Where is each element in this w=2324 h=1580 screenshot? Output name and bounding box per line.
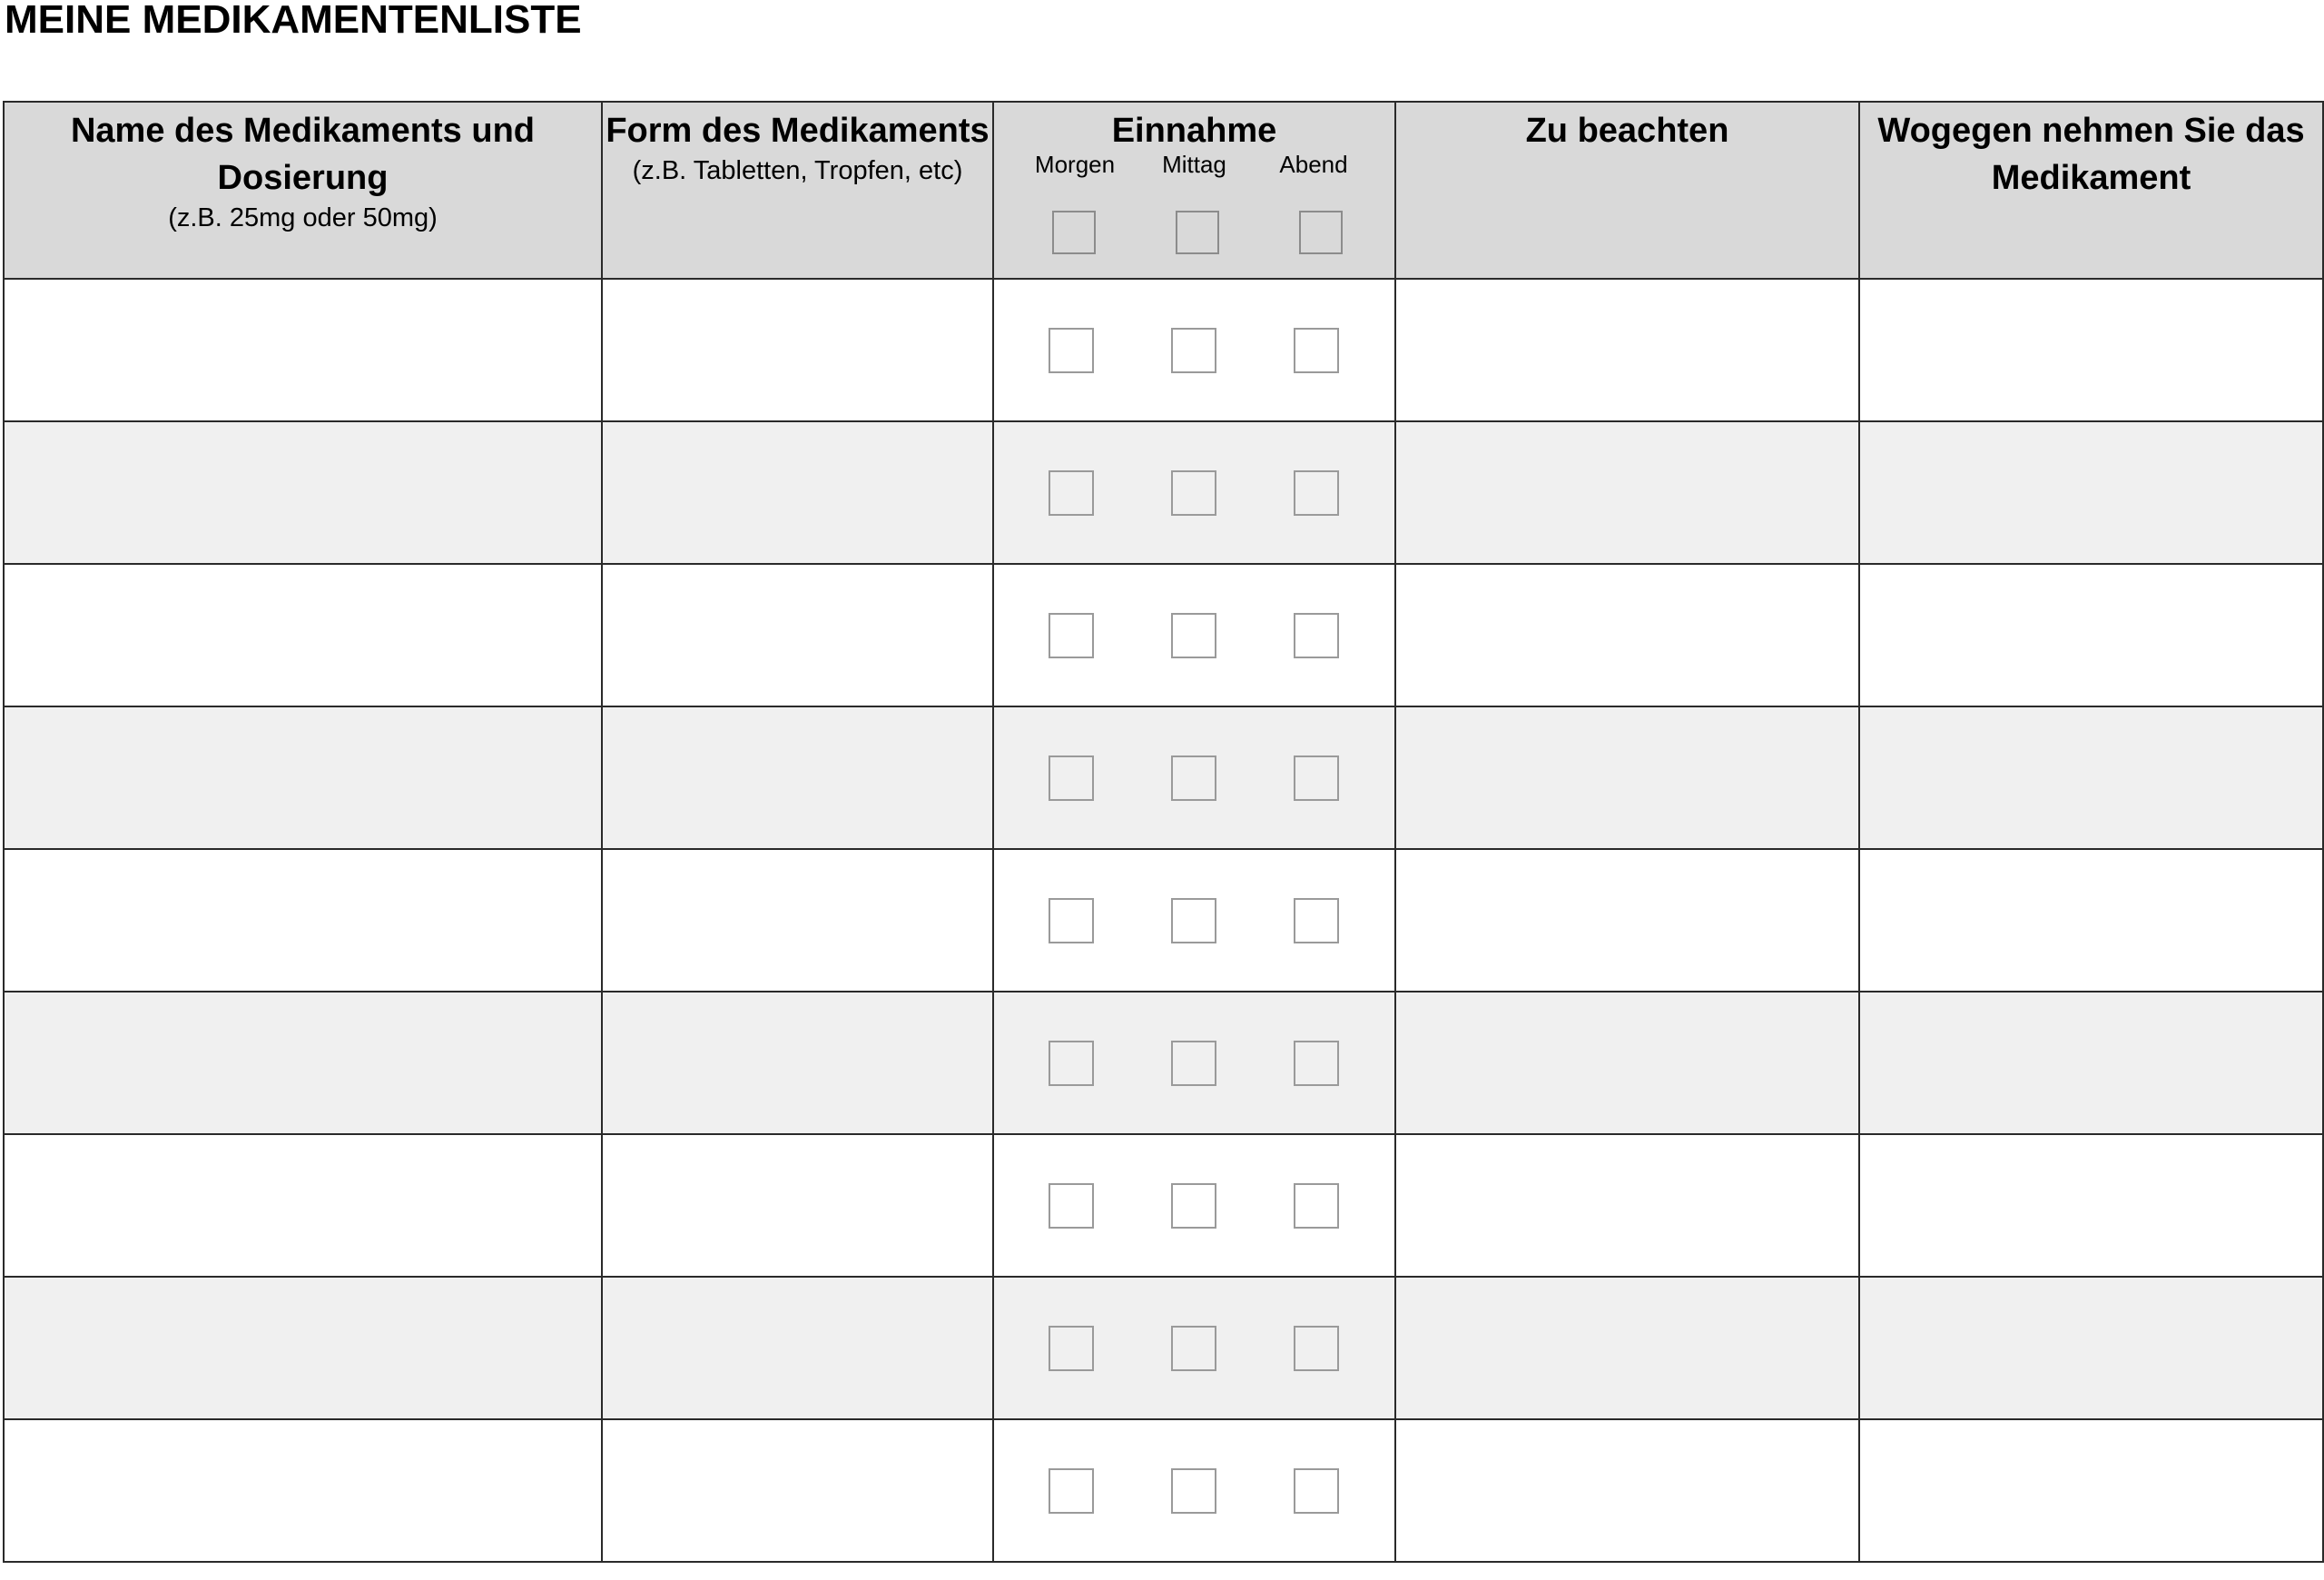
cell-name-dosierung[interactable] (4, 1134, 602, 1277)
checkbox-mittag[interactable] (1171, 898, 1216, 943)
cell-einnahme (993, 279, 1395, 421)
cell-zu-beachten[interactable] (1395, 564, 1859, 706)
table-row (4, 849, 2323, 992)
checkbox-abend[interactable] (1294, 613, 1339, 658)
col-header-wogegen-label: Wogegen nehmen Sie das Medikament (1877, 112, 2305, 197)
cell-name-dosierung[interactable] (4, 1419, 602, 1562)
checkbox-morgen[interactable] (1049, 898, 1094, 943)
checkbox-mittag[interactable] (1171, 1468, 1216, 1514)
checkbox-abend[interactable] (1294, 1468, 1339, 1514)
checkbox-mittag[interactable] (1171, 613, 1216, 658)
cell-name-dosierung[interactable] (4, 1277, 602, 1419)
einnahme-checkbox-group (994, 898, 1394, 943)
col-header-beachten (1395, 102, 1859, 279)
cell-einnahme (993, 1277, 1395, 1419)
cell-zu-beachten[interactable] (1395, 1419, 1859, 1562)
time-label-abend: Abend (1279, 151, 1348, 178)
col-header-name-hint: (z.B. 25mg oder 50mg) (168, 203, 438, 232)
checkbox-morgen[interactable] (1049, 328, 1094, 373)
checkbox-morgen[interactable] (1049, 755, 1094, 801)
cell-form[interactable] (602, 279, 993, 421)
einnahme-checkbox-group (994, 328, 1394, 373)
cell-zu-beachten[interactable] (1395, 1134, 1859, 1277)
cell-form[interactable] (602, 992, 993, 1134)
col-header-form-label: Form des Medikaments (606, 112, 990, 150)
cell-name-dosierung[interactable] (4, 849, 602, 992)
checkbox-mittag[interactable] (1171, 1183, 1216, 1229)
einnahme-checkbox-group (994, 1041, 1394, 1086)
checkbox-morgen[interactable] (1049, 613, 1094, 658)
table-row (4, 279, 2323, 421)
cell-einnahme (993, 421, 1395, 564)
cell-wogegen[interactable] (1859, 849, 2323, 992)
einnahme-time-labels (994, 151, 1394, 178)
checkbox-abend[interactable] (1294, 470, 1339, 516)
checkbox-mittag[interactable] (1171, 1326, 1216, 1371)
cell-zu-beachten[interactable] (1395, 706, 1859, 849)
cell-form[interactable] (602, 564, 993, 706)
time-label-morgen: Morgen (1034, 151, 1116, 178)
einnahme-checkbox-group (994, 1468, 1394, 1514)
col-header-form-hint: (z.B. Tabletten, Tropfen, etc) (632, 156, 963, 185)
header-checkbox-abend (1299, 211, 1343, 254)
table-row (4, 1277, 2323, 1419)
col-header-einnahme-label: Einnahme (1111, 112, 1277, 150)
header-checkbox-mittag (1176, 211, 1219, 254)
table-row (4, 706, 2323, 849)
checkbox-mittag[interactable] (1171, 470, 1216, 516)
cell-form[interactable] (602, 421, 993, 564)
cell-form[interactable] (602, 849, 993, 992)
table-row (4, 992, 2323, 1134)
checkbox-mittag[interactable] (1171, 1041, 1216, 1086)
cell-wogegen[interactable] (1859, 279, 2323, 421)
checkbox-morgen[interactable] (1049, 1183, 1094, 1229)
cell-form[interactable] (602, 1277, 993, 1419)
header-checkbox-group (994, 211, 1394, 254)
cell-einnahme (993, 564, 1395, 706)
table-row (4, 564, 2323, 706)
cell-einnahme (993, 1134, 1395, 1277)
cell-form[interactable] (602, 706, 993, 849)
col-header-name-label: Name des Medikaments und Dosierung (70, 112, 536, 197)
cell-name-dosierung[interactable] (4, 706, 602, 849)
einnahme-checkbox-group (994, 755, 1394, 801)
col-header-einnahme (993, 102, 1395, 279)
cell-name-dosierung[interactable] (4, 421, 602, 564)
table-row (4, 421, 2323, 564)
cell-einnahme (993, 849, 1395, 992)
einnahme-checkbox-group (994, 1326, 1394, 1371)
col-header-name (4, 102, 602, 279)
checkbox-abend[interactable] (1294, 1326, 1339, 1371)
col-header-form (602, 102, 993, 279)
table-row (4, 1419, 2323, 1562)
cell-name-dosierung[interactable] (4, 564, 602, 706)
cell-zu-beachten[interactable] (1395, 279, 1859, 421)
cell-wogegen[interactable] (1859, 421, 2323, 564)
cell-einnahme (993, 706, 1395, 849)
cell-wogegen[interactable] (1859, 1277, 2323, 1419)
time-label-mittag: Mittag (1162, 151, 1226, 178)
cell-form[interactable] (602, 1134, 993, 1277)
einnahme-checkbox-group (994, 1183, 1394, 1229)
checkbox-morgen[interactable] (1049, 470, 1094, 516)
table-header-row (4, 102, 2323, 279)
checkbox-morgen[interactable] (1049, 1326, 1094, 1371)
einnahme-checkbox-group (994, 613, 1394, 658)
checkbox-abend[interactable] (1294, 1183, 1339, 1229)
cell-form[interactable] (602, 1419, 993, 1562)
cell-zu-beachten[interactable] (1395, 849, 1859, 992)
cell-zu-beachten[interactable] (1395, 992, 1859, 1134)
einnahme-checkbox-group (994, 470, 1394, 516)
checkbox-morgen[interactable] (1049, 1041, 1094, 1086)
cell-wogegen[interactable] (1859, 1134, 2323, 1277)
checkbox-abend[interactable] (1294, 328, 1339, 373)
cell-zu-beachten[interactable] (1395, 1277, 1859, 1419)
checkbox-abend[interactable] (1294, 1041, 1339, 1086)
table-row (4, 1134, 2323, 1277)
cell-einnahme (993, 992, 1395, 1134)
cell-wogegen[interactable] (1859, 992, 2323, 1134)
col-header-beachten-label: Zu beachten (1525, 112, 1729, 150)
checkbox-morgen[interactable] (1049, 1468, 1094, 1514)
cell-einnahme (993, 1419, 1395, 1562)
checkbox-abend[interactable] (1294, 898, 1339, 943)
cell-wogegen[interactable] (1859, 564, 2323, 706)
col-header-wogegen (1859, 102, 2323, 279)
header-checkbox-morgen (1052, 211, 1096, 254)
checkbox-mittag[interactable] (1171, 755, 1216, 801)
medication-table (3, 101, 2324, 1563)
page-title: MEINE MEDIKAMENTENLISTE (5, 0, 582, 42)
table-body (4, 279, 2323, 1562)
cell-wogegen[interactable] (1859, 1419, 2323, 1562)
checkbox-mittag[interactable] (1171, 328, 1216, 373)
cell-name-dosierung[interactable] (4, 992, 602, 1134)
cell-wogegen[interactable] (1859, 706, 2323, 849)
cell-name-dosierung[interactable] (4, 279, 602, 421)
cell-zu-beachten[interactable] (1395, 421, 1859, 564)
checkbox-abend[interactable] (1294, 755, 1339, 801)
